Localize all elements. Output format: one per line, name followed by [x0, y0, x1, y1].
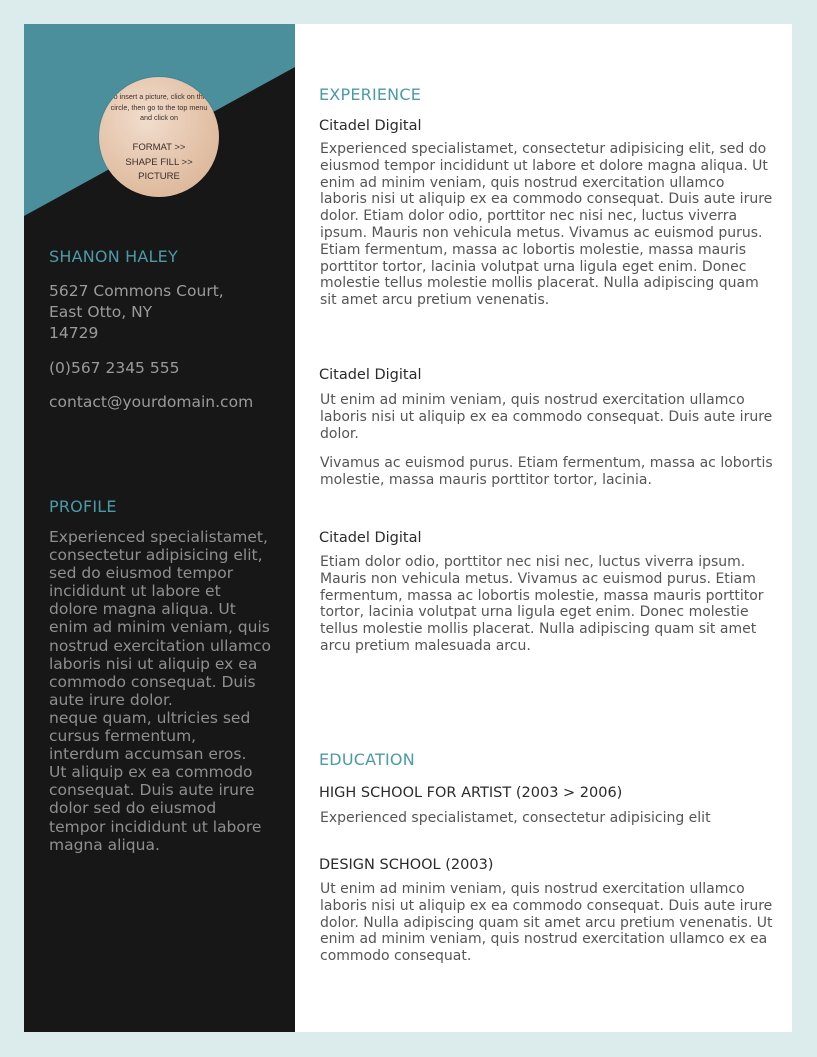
experience-company: Citadel Digital — [319, 530, 422, 546]
experience-description: Ut enim ad minim veniam, quis nostrud exercitation ullamco laboris nisi ut aliquip ex ea commodo consequat. Duis aute irure dolor. — [320, 392, 773, 442]
experience-company: Citadel Digital — [319, 367, 422, 383]
experience-heading: EXPERIENCE — [319, 85, 422, 104]
experience-description: Experienced specialistamet, consectetur adipisicing elit, sed do eiusmod tempor incididunt ut labore et dolore magna aliqua. Ut enim ad minim veniam, quis nostrud exercitation ullamco laboris nisi ut aliquip ex ea commodo consequat. Duis aute irure dolor. Etiam dolor odio, porttitor nec nisi nec, luctus viverra ipsum. Mauris non vehicula metus. Vivamus ac euismod purus. Etiam fermentum, massa ac lobortis molestie, massa mauris porttitor tortor, lacinia volutpat urna ligula eget enim. Donec molestie tellus molestie mollis placerat. Nulla adipiscing quam sit amet arcu pretium venenatis. — [320, 141, 773, 309]
profile-paragraph-2: neque quam, ultricies sed cursus fermentum, interdum accumsan eros. — [49, 708, 251, 764]
contact-email[interactable]: contact@yourdomain.com — [49, 393, 254, 411]
contact-address — [49, 281, 269, 344]
sidebar — [24, 24, 295, 1032]
experience-description: Etiam dolor odio, porttitor nec nisi nec, luctus viverra ipsum. Mauris non vehicula metus. Vivamus ac euismod purus. Etiam fermentum, massa ac lobortis molestie, massa mauris porttitor tortor, lacinia volutpat urna ligula eget enim. Donec molestie tellus molestie mollis placerat. Nulla adipiscing quam sit amet arcu pretium malesuada arcu. — [320, 554, 764, 654]
address-line-1: 5627 Commons Court, — [49, 282, 224, 300]
address-line-2: East Otto, NY — [49, 303, 153, 321]
address-line-3: 14729 — [49, 324, 99, 342]
photo-command-picture: PICTURE — [138, 171, 180, 182]
education-description: Experienced specialistamet, consectetur adipisicing elit — [320, 810, 711, 826]
experience-company: Citadel Digital — [319, 118, 422, 134]
contact-name: SHANON HALEY — [49, 247, 178, 266]
contact-phone: (0)567 2345 555 — [49, 359, 180, 377]
profile-heading: PROFILE — [49, 497, 117, 516]
photo-hint: To insert a picture, click on this circle, then go to the top menu and click on — [110, 92, 208, 122]
experience-description-2: Vivamus ac euismod purus. Etiam fermentum, massa ac lobortis molestie, massa mauris porttitor tortor, lacinia. — [320, 455, 773, 488]
profile-paragraph-1: Experienced specialistamet, consectetur adipisicing elit, sed do eiusmod tempor incididunt ut labore et dolore magna aliqua. Ut enim ad minim veniam, quis nostrud exercitation ullamco laboris nisi ut aliquip ex ea commodo consequat. Duis aute irure dolor. — [49, 528, 272, 709]
education-title: DESIGN SCHOOL (2003) — [319, 857, 494, 873]
photo-command-shape-fill: SHAPE FILL >> — [125, 156, 193, 168]
education-title: HIGH SCHOOL FOR ARTIST (2003 > 2006) — [319, 785, 623, 801]
profile-text — [49, 528, 271, 854]
resume-page — [24, 24, 792, 1032]
profile-paragraph-3: Ut aliquip ex ea commodo consequat. Duis aute irure dolor sed do eiusmod tempor incididunt ut labore magna aliqua. — [49, 763, 262, 854]
photo-command-format: FORMAT >> — [132, 142, 186, 153]
photo-placeholder[interactable] — [99, 77, 219, 197]
education-heading: EDUCATION — [319, 750, 415, 769]
photo-command — [109, 141, 209, 185]
education-description: Ut enim ad minim veniam, quis nostrud exercitation ullamco laboris nisi ut aliquip ex ea commodo consequat. Duis aute irure dolor. Nulla adipiscing quam sit amet arcu pretium venenatis. Ut enim ad minim veniam, quis nostrud exercitation ullamco ex ea commodo consequat. — [320, 881, 773, 965]
